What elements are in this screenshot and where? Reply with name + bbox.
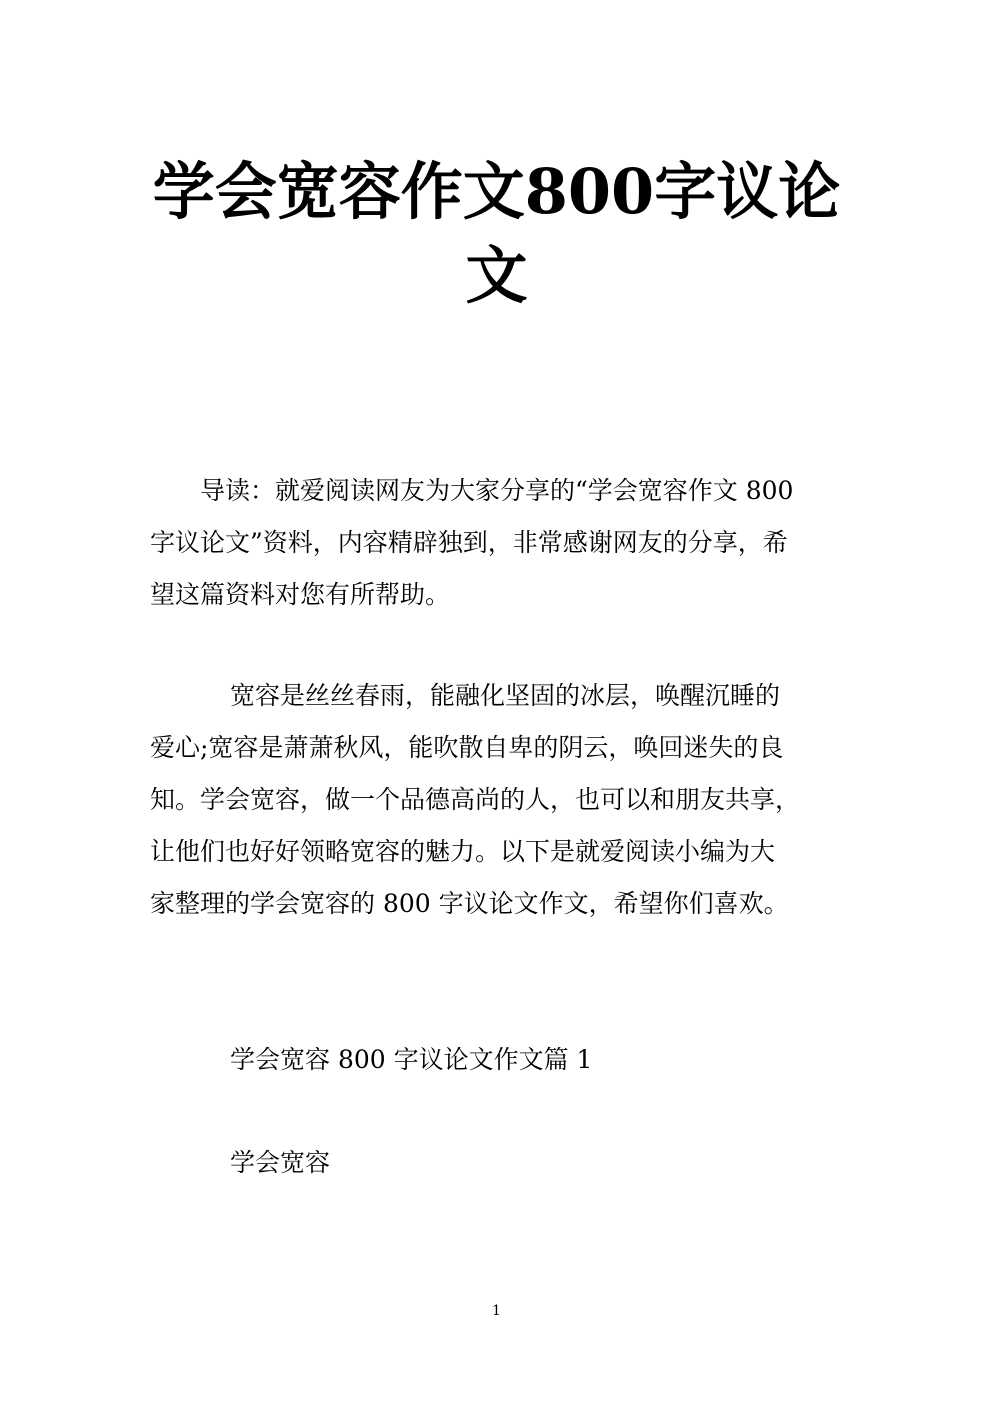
title-line: 学会宽容作文800字议论 (152, 155, 841, 228)
intro-paragraph (150, 465, 850, 621)
section-subtitle: 学会宽容 (230, 1148, 331, 1177)
document-title (100, 150, 893, 318)
body-line: 知。学会宽容，做一个品德高尚的人，也可以和朋友共享， (150, 785, 801, 814)
body-paragraph (150, 670, 850, 930)
body-line: 家整理的学会宽容的 800 字议论文作文，希望你们喜欢。 (150, 889, 789, 918)
body-line: 让他们也好好领略宽容的魅力。以下是就爱阅读小编为大 (150, 837, 776, 866)
intro-line: 望这篇资料对您有所帮助。 (150, 580, 451, 609)
page-number: 1 (492, 1303, 501, 1319)
title-line: 文 (465, 239, 528, 312)
intro-line: 导读：就爱阅读网友为大家分享的“学会宽容作文 800 (200, 476, 794, 505)
body-line: 宽容是丝丝春雨，能融化坚固的冰层，唤醒沉睡的 (230, 681, 781, 710)
intro-line: 字议论文”资料，内容精辟独到，非常感谢网友的分享，希 (150, 528, 788, 557)
body-line: 爱心;宽容是萧萧秋风，能吹散自卑的阴云，唤回迷失的良 (150, 733, 784, 762)
section-title: 学会宽容 800 字议论文作文篇 1 (230, 1045, 593, 1074)
